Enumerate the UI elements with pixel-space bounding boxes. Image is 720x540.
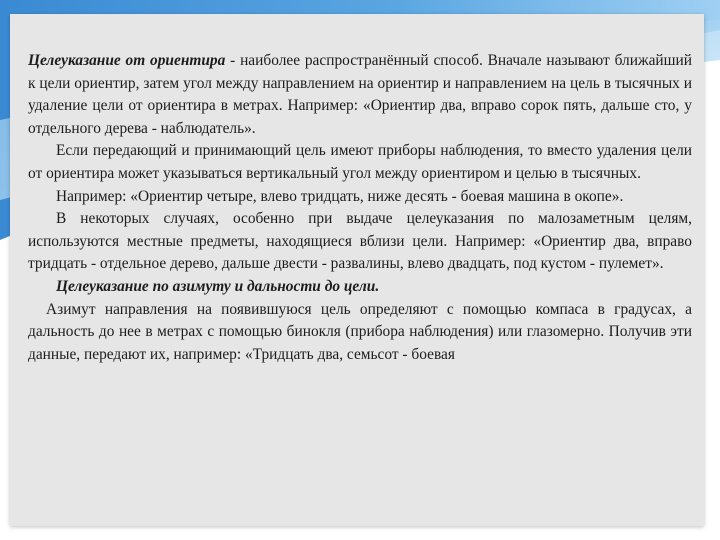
paragraph-4: В некоторых случаях, особенно при выдаче целеуказания по малозаметным целям, используются местные предметы, находящиеся вблизи цели. Например: «Ориентир два, вправо тридцать - отдельное дерево, дальше двести - развалины, влево двадцать, под кустом - пулемет».: [28, 210, 692, 273]
term-reference-point: Целеуказание от ориентира: [28, 52, 226, 69]
paragraph-3: Например: «Ориентир четыре, влево тридцать, ниже десять - боевая машина в окопе».: [56, 187, 624, 205]
body-text: [28, 50, 692, 366]
paragraph-6: Азимут направления на появившуюся цель определяют с помощью компаса в градусах, а дальность до нее в метрах с помощью бинокля (прибора наблюдения) или глазомерно. Получив эти данные, передают их, например: «Тридцать два, семьсот - боевая: [28, 300, 692, 363]
section-heading-azimuth: Целеуказание по азимуту и дальности до цели.: [56, 277, 380, 295]
paragraph-1: [28, 50, 692, 140]
paragraph-1-text: - наиболее распространённый способ. Вначале называют ближайший к цели ориентир, затем угол между направлением на ориентир и направлением на цель в тысячных и удаление цели от ориентира в метрах. Например: «Ориентир два, вправо сорок пять, дальше сто, у отдельного дерева - наблюдатель».: [28, 52, 692, 137]
paragraph-2: Если передающий и принимающий цель имеют приборы наблюдения, то вместо удаления цели от ориентира может указываться вертикальный угол между ориентиром и целью в тысячных.: [28, 142, 692, 182]
